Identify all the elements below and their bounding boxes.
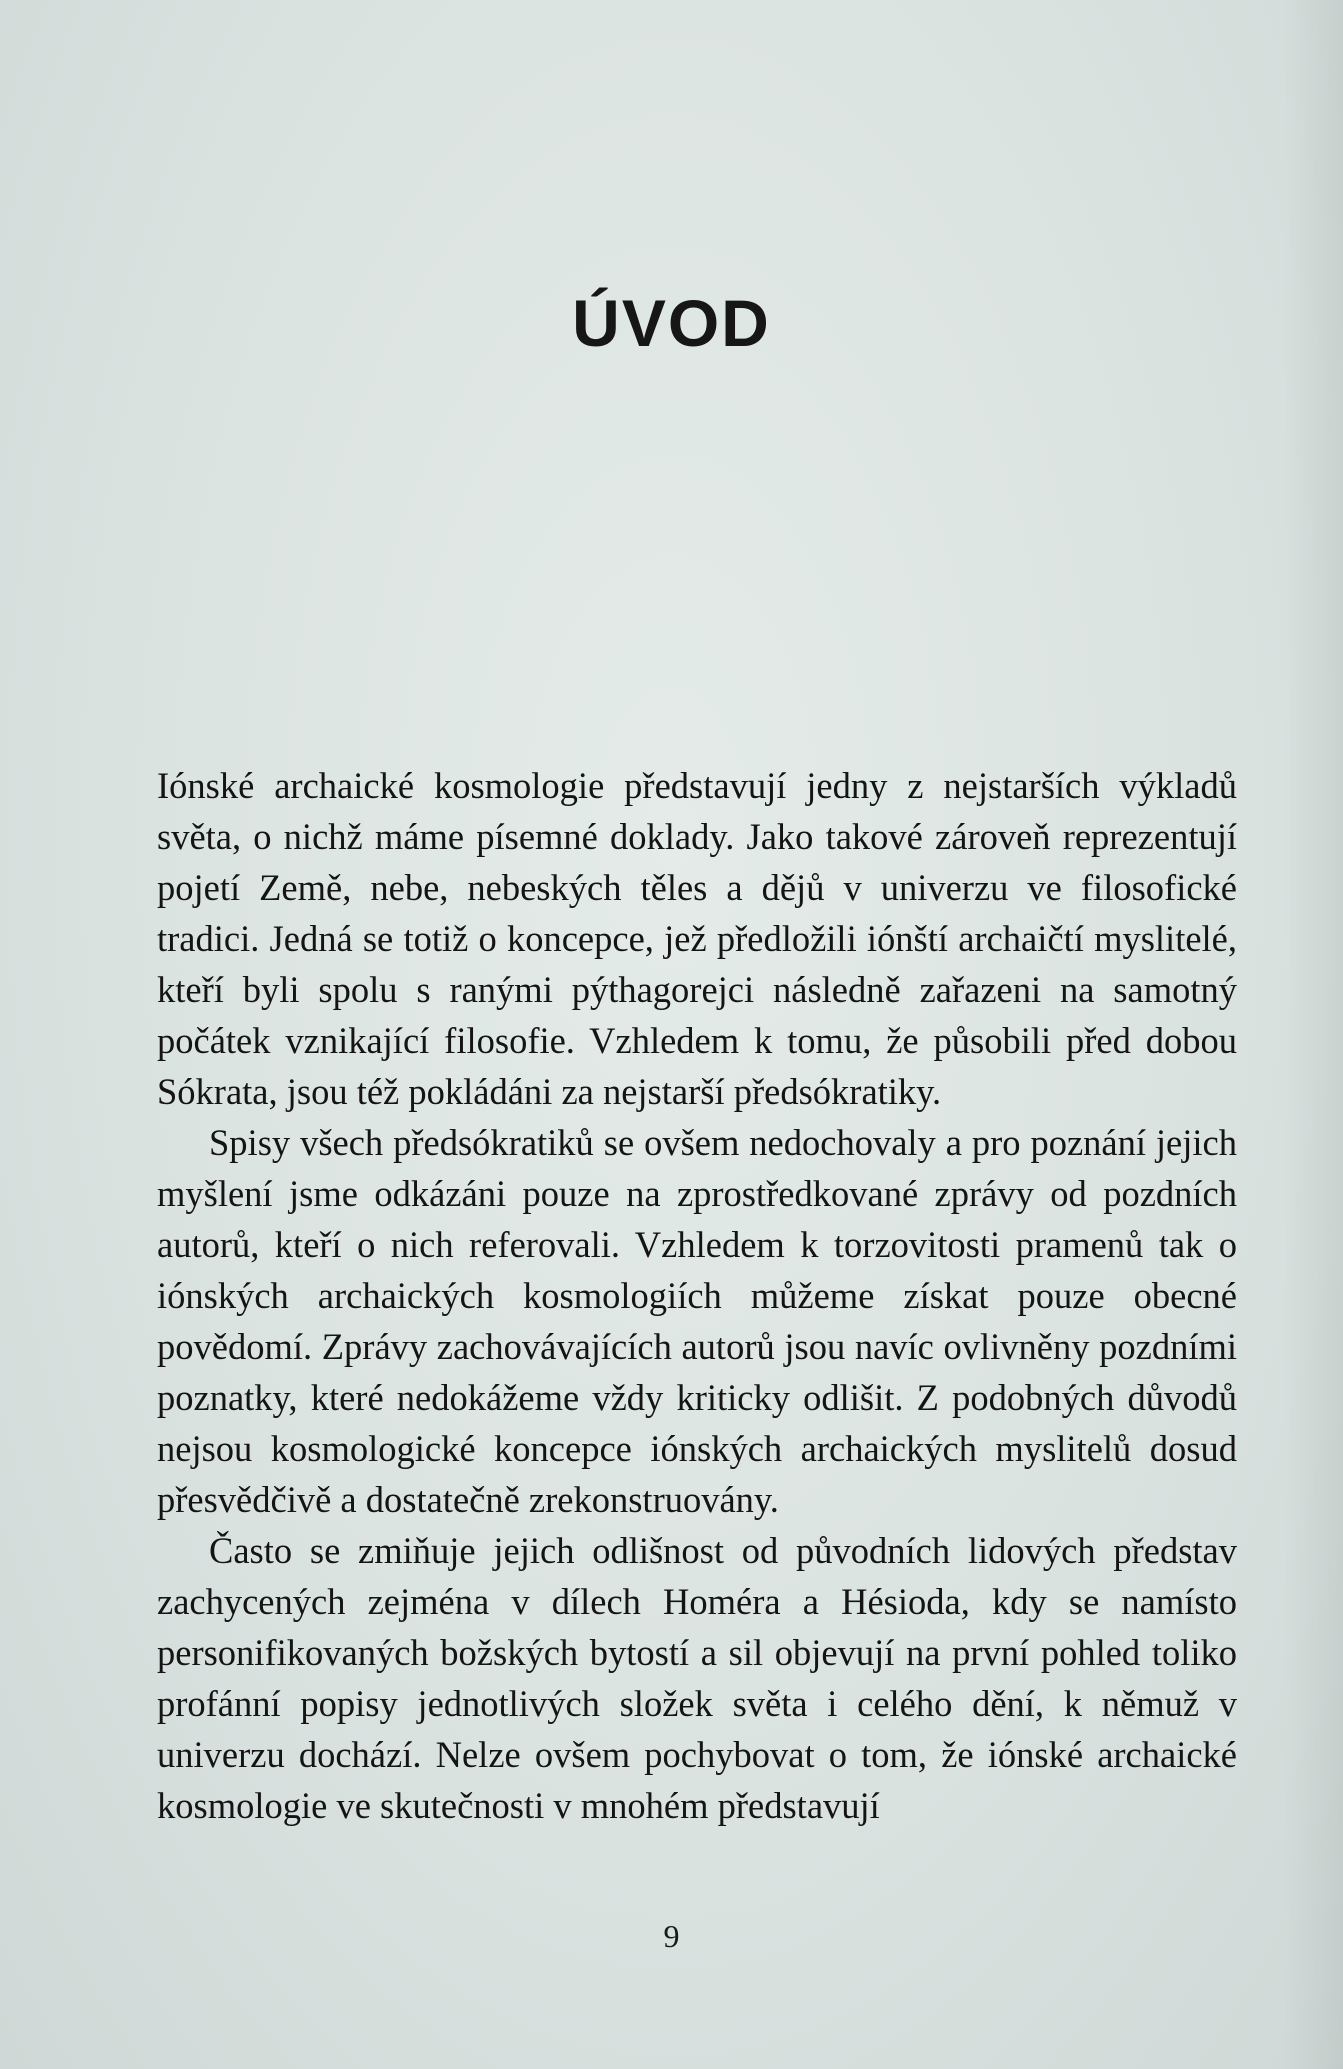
- paragraph: Iónské archaické kosmologie představují jedny z nejstarších výkladů světa, o nichž máme písemné doklady. Jako takové zároveň reprezentují pojetí Země, nebe, nebeských těles a dějů v univerzu ve filosofické tradici. Jedná se totiž o koncepce, jež předložili iónští archaičtí myslitelé, kteří byli spolu s ranými pýthagorejci následně zařazeni na samotný počátek vznikající filosofie. Vzhledem k tomu, že působili před dobou Sókrata, jsou též pokládáni za nejstarší předsókratiky.: [157, 765, 1237, 1112]
- body-text: [157, 760, 1237, 1831]
- chapter-title: ÚVOD: [572, 286, 771, 360]
- paragraph: Často se zmiňuje jejich odlišnost od původních lidových představ zachycených zejména v dílech Homéra a Hésioda, kdy se namísto personifikovaných božských bytostí a sil objevují na první pohled toliko profánní popisy jednotlivých složek světa i celého dění, k němuž v univerzu dochází. Nelze ovšem pochybovat o tom, že iónské archaické kosmologie ve skutečnosti v mnohém představují: [157, 1530, 1237, 1826]
- page-number: 9: [663, 1918, 680, 1954]
- paragraph: Spisy všech předsókratiků se ovšem nedochovaly a pro poznání jejich myšlení jsme odkázáni pouze na zprostředkované zprávy od pozdních autorů, kteří o nich referovali. Vzhledem k torzovitosti pramenů tak o iónských archaických kosmologiích můžeme získat pouze obecné povědomí. Zprávy zachovávajících autorů jsou navíc ovlivněny pozdními poznatky, které nedokážeme vždy kriticky odlišit. Z podobných důvodů nejsou kosmologické koncepce iónských archaických myslitelů dosud přesvědčivě a dostatečně zrekonstruovány.: [157, 1122, 1237, 1520]
